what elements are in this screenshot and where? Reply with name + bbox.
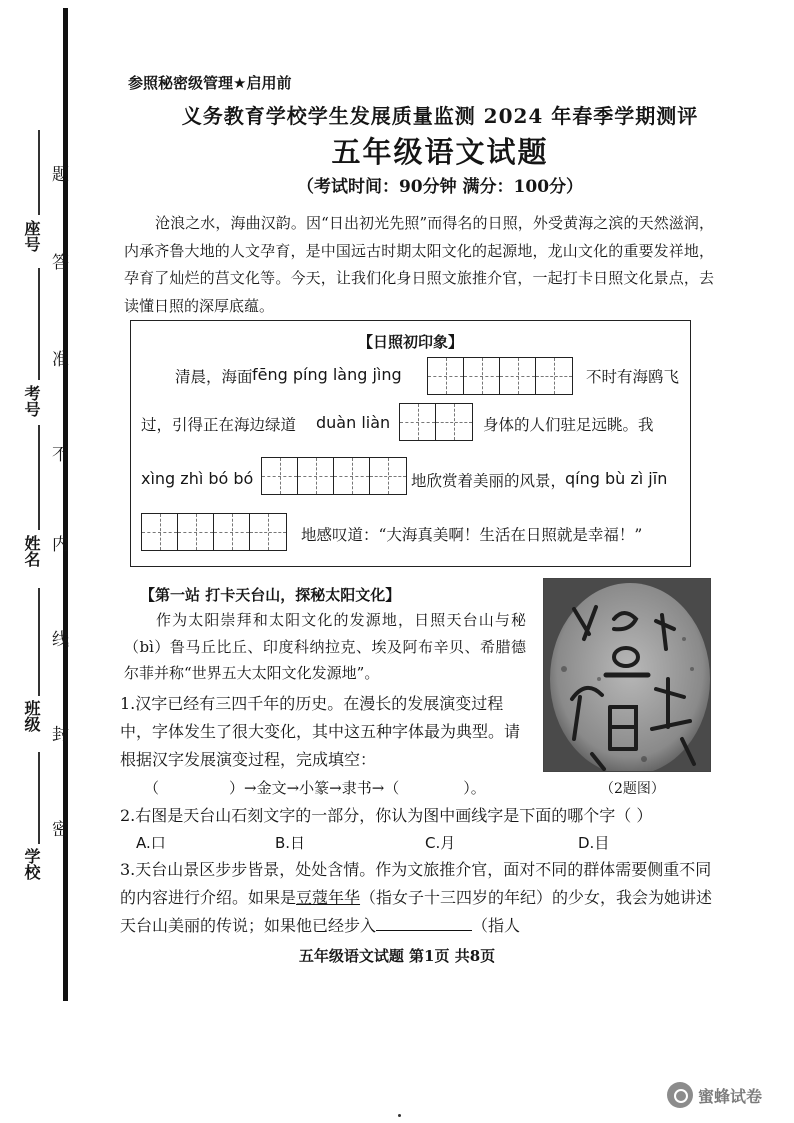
question-1: 1.汉字已经有三四千年的历史。在漫长的发展演变过程中，字体发生了很大变化，其中这五种字体最为典型。请根据汉字发展演变过程，完成填空： — [120, 694, 521, 769]
stone-inscription-image — [543, 578, 711, 772]
writing-grid-1[interactable] — [427, 357, 573, 395]
question-3-part3: （指人 — [472, 916, 521, 935]
question-3-underlined: 豆蔻年华 — [296, 888, 361, 907]
seat-number-blank[interactable] — [38, 130, 40, 215]
seal-char: 答 — [52, 253, 69, 273]
question-3-part2: （指女子十三四岁的年纪）的少女，我会为她讲述天台山美丽的传说；如果他已经步入 — [120, 888, 713, 935]
question-1-fill — [144, 774, 486, 802]
exam-title: 义务教育学校学生发展质量监测 2024 年春季学期测评 — [181, 104, 699, 128]
pinyin-qing-bu-zi-jin: qíng bù zì jīn — [565, 469, 668, 488]
binding-line — [63, 8, 68, 1001]
option-c[interactable]: C.月 — [425, 834, 456, 852]
fill-close: ）。 — [463, 779, 486, 797]
watermark — [667, 1080, 775, 1110]
writing-grid-2[interactable] — [399, 403, 473, 441]
writing-grid-3[interactable] — [261, 457, 407, 495]
seal-char: 密 — [52, 820, 69, 840]
pinyin-duan-lian: duàn liàn — [316, 413, 391, 432]
impression-box-title: 【日照初印象】 — [357, 333, 463, 351]
exam-number-blank[interactable] — [38, 268, 40, 380]
line2-suffix: 身体的人们驻足远眺。我 — [483, 416, 654, 434]
impression-box — [130, 320, 691, 567]
seal-char: 题 — [52, 165, 69, 185]
question-2-text: 2.右图是天台山石刻文字的一部分，你认为图中画线字是下面的哪个字（ ） — [120, 806, 653, 825]
fill-open-1: （ — [144, 779, 160, 797]
page-dot — [398, 1114, 401, 1117]
name-blank[interactable] — [38, 425, 40, 530]
station1-title: 【第一站 打卡天台山，探秘太阳文化】 — [140, 586, 401, 604]
question-2 — [120, 802, 720, 830]
watermark-logo-icon — [667, 1082, 693, 1108]
answer-blank-3[interactable] — [376, 930, 472, 931]
seal-char: 准 — [52, 350, 69, 370]
question-3 — [120, 856, 724, 940]
line2-prefix: 过，引得正在海边绿道 — [141, 416, 297, 434]
school-label: 学校 — [22, 848, 41, 880]
fill-mid: ）→金文→小篆→隶书→（ — [229, 779, 400, 797]
seat-number-label: 座号 — [22, 220, 41, 252]
line1-prefix: 清晨，海面 — [175, 368, 253, 386]
figure-caption: （2题图） — [600, 781, 665, 797]
seal-char: 内 — [52, 535, 69, 555]
class-label: 班级 — [22, 700, 41, 732]
line1-suffix: 不时有海鸥飞 — [586, 368, 680, 386]
school-blank[interactable] — [38, 752, 40, 844]
option-d[interactable]: D.目 — [578, 834, 610, 852]
pinyin-feng-ping-lang-jing: fēng píng làng jìng — [252, 365, 402, 384]
seal-char: 封 — [52, 725, 69, 745]
pinyin-xing-zhi-bo-bo: xìng zhì bó bó — [141, 469, 254, 488]
seal-char: 不 — [52, 445, 69, 465]
option-b[interactable]: B.日 — [275, 834, 306, 852]
writing-grid-4[interactable] — [141, 513, 287, 551]
line3-mid: 地欣赏着美丽的风景， — [411, 472, 567, 490]
intro-paragraph: 沧浪之水，海曲汉韵。因“日出初光先照”而得名的日照，外受黄海之滨的天然滋润，内承齐鲁大地的人文孕育，是中国远古时期太阳文化的起源地，龙山文化的重要发祥地，孕育了灿烂的莒文化等。今天，让我们化身日照文旅推介官，一起打卡日照文化景点，去读懂日照的深厚底蕴。 — [124, 214, 714, 315]
exam-info: （考试时间：90分钟 满分：100分） — [296, 177, 584, 197]
subject-title: 五年级语文试题 — [331, 135, 549, 169]
watermark-text: 蜜蜂试卷 — [698, 1086, 763, 1106]
station1-paragraph: 作为太阳崇拜和太阳文化的发源地，日照天台山与秘（bì）鲁马丘比丘、印度科纳拉克、埃及阿布辛贝、希腊德尔菲并称“世界五大太阳文化发源地”。 — [124, 611, 526, 682]
name-label: 姓名 — [22, 535, 41, 567]
page-footer: 五年级语文试题 第1页 共8页 — [298, 947, 496, 965]
confidential-notice: 参照秘密级管理★启用前 — [128, 74, 292, 92]
line4-suffix: 地感叹道：“大海真美啊！生活在日照就是幸福！” — [301, 526, 643, 544]
seal-char: 线 — [52, 630, 69, 650]
class-blank[interactable] — [38, 588, 40, 696]
option-a[interactable]: A.口 — [136, 834, 166, 852]
exam-number-label: 考号 — [22, 385, 41, 417]
question-3-part1: 3.天台山景区步步皆景，处处含情。作为文旅推介官，面对不同的群体需要侧重不同的内容进行介绍。如果是 — [120, 860, 712, 907]
